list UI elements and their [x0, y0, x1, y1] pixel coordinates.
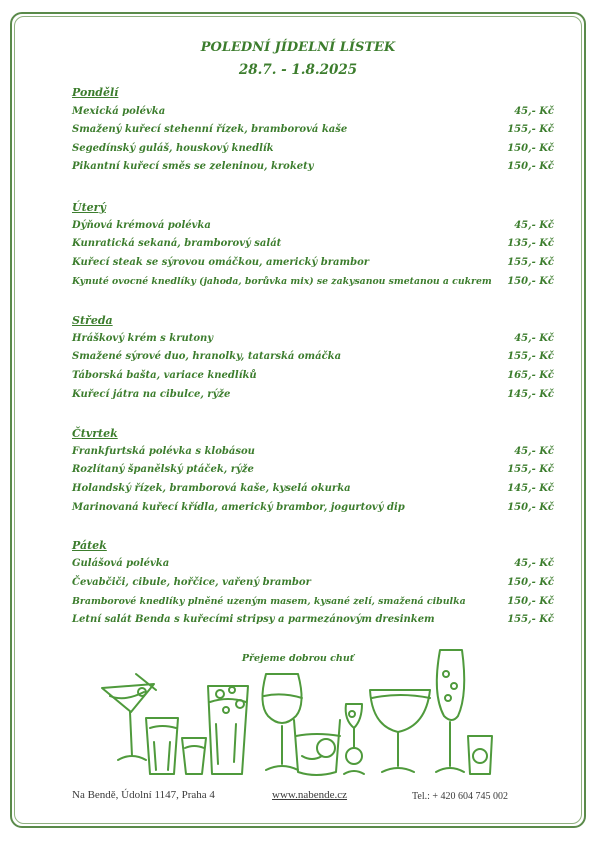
- menu-item: [72, 464, 554, 480]
- menu-item: [72, 143, 554, 159]
- menu-dates: 28.7. - 1.8.2025: [238, 62, 358, 78]
- footer-website-link[interactable]: www.nabende.cz: [272, 789, 348, 801]
- menu-item-name: Kynuté ovocné knedlíky (jahoda, borůvka mix) se zakysanou smetanou a cukrem: [72, 276, 492, 287]
- menu-item-price: 155,- Kč: [507, 124, 554, 135]
- menu-item-price: 155,- Kč: [507, 614, 554, 625]
- menu-item-price: 150,- Kč: [507, 276, 554, 287]
- menu-item-price: 45,- Kč: [514, 106, 554, 117]
- menu-item-price: 145,- Kč: [507, 389, 554, 400]
- menu-item-price: 155,- Kč: [507, 257, 554, 268]
- cocktail-glasses-illustration: [96, 644, 496, 779]
- day-heading-monday: Pondělí: [72, 86, 119, 99]
- menu-item-price: 150,- Kč: [507, 577, 554, 588]
- menu-item-price: 155,- Kč: [507, 351, 554, 362]
- menu-item-price: 45,- Kč: [514, 333, 554, 344]
- menu-item: [72, 614, 554, 630]
- menu-item-name: Marinovaná kuřecí křídla, americký brambor, jogurtový dip: [72, 502, 405, 513]
- menu-item-name: Holandský řízek, bramborová kaše, kyselá okurka: [72, 483, 351, 494]
- menu-item-price: 150,- Kč: [507, 596, 554, 607]
- menu-item-name: Rozlítaný španělský ptáček, rýže: [72, 464, 254, 475]
- menu-item: [72, 596, 554, 612]
- menu-item-price: 135,- Kč: [507, 238, 554, 249]
- menu-item-price: 45,- Kč: [514, 446, 554, 457]
- menu-item: [72, 333, 554, 349]
- day-heading-friday: Pátek: [72, 539, 107, 552]
- bon-appetit-text: Přejeme dobrou chuť: [241, 653, 355, 664]
- menu-item: [72, 276, 554, 292]
- menu-item-price: 155,- Kč: [507, 464, 554, 475]
- menu-item: [72, 502, 554, 518]
- menu-item: [72, 577, 554, 593]
- menu-item: [72, 124, 554, 140]
- menu-item-name: Mexická polévka: [72, 106, 166, 117]
- day-heading-wednesday: Středa: [72, 314, 113, 327]
- day-heading-thursday: Čtvrtek: [72, 427, 118, 440]
- menu-item-name: Táborská bašta, variace knedlíků: [72, 370, 257, 381]
- footer-phone: Tel.: + 420 604 745 002: [412, 791, 509, 802]
- menu-item-price: 145,- Kč: [507, 483, 554, 494]
- menu-item: [72, 161, 554, 177]
- day-heading-tuesday: Úterý: [72, 201, 106, 214]
- menu-item-price: 150,- Kč: [507, 502, 554, 513]
- menu-item-price: 45,- Kč: [514, 558, 554, 569]
- menu-item-name: Smažený kuřecí stehenní řízek, bramborová kaše: [72, 124, 348, 135]
- menu-title: POLEDNÍ JÍDELNÍ LÍSTEK: [200, 40, 396, 55]
- menu-item: [72, 483, 554, 499]
- menu-item-name: Čevabčiči, cibule, hořčice, vařený brambor: [72, 577, 311, 588]
- small-shot-glass-icon: [468, 736, 492, 774]
- menu-item-price: 165,- Kč: [507, 370, 554, 381]
- menu-item-name: Dýňová krémová polévka: [72, 220, 211, 231]
- menu-item: [72, 257, 554, 273]
- menu-item-name: Kunratická sekaná, bramborový salát: [72, 238, 282, 249]
- menu-item-name: Letní salát Benda s kuřecími stripsy a parmezánovým dresinkem: [72, 614, 435, 625]
- menu-item: [72, 238, 554, 254]
- menu-item: [72, 220, 554, 236]
- menu-item: [72, 446, 554, 462]
- menu-item: [72, 370, 554, 386]
- menu-item: [72, 351, 554, 367]
- menu-item-name: Bramborové knedlíky plněné uzeným masem, kysané zelí, smažená cibulka: [72, 596, 466, 607]
- menu-item-name: Kuřecí játra na cibulce, rýže: [72, 389, 231, 400]
- wine-glass-icon: [262, 674, 301, 723]
- footer-address: Na Bendě, Údolní 1147, Praha 4: [72, 789, 215, 801]
- menu-item-price: 150,- Kč: [507, 143, 554, 154]
- menu-item-name: Kuřecí steak se sýrovou omáčkou, americký brambor: [72, 257, 370, 268]
- menu-item: [72, 558, 554, 574]
- menu-item-name: Pikantní kuřecí směs se zeleninou, krokety: [72, 161, 314, 172]
- menu-item-name: Segedínský guláš, houskový knedlík: [72, 143, 274, 154]
- menu-item-name: Smažené sýrové duo, hranolky, tatarská omáčka: [72, 351, 342, 362]
- shot-glass-icon: [182, 738, 206, 774]
- menu-item-name: Frankfurtská polévka s klobásou: [72, 446, 255, 457]
- menu-item: [72, 106, 554, 122]
- menu-item-price: 150,- Kč: [507, 161, 554, 172]
- menu-item-price: 45,- Kč: [514, 220, 554, 231]
- menu-item-name: Hráškový krém s krutony: [72, 333, 214, 344]
- menu-item: [72, 389, 554, 405]
- menu-item-name: Gulášová polévka: [72, 558, 170, 569]
